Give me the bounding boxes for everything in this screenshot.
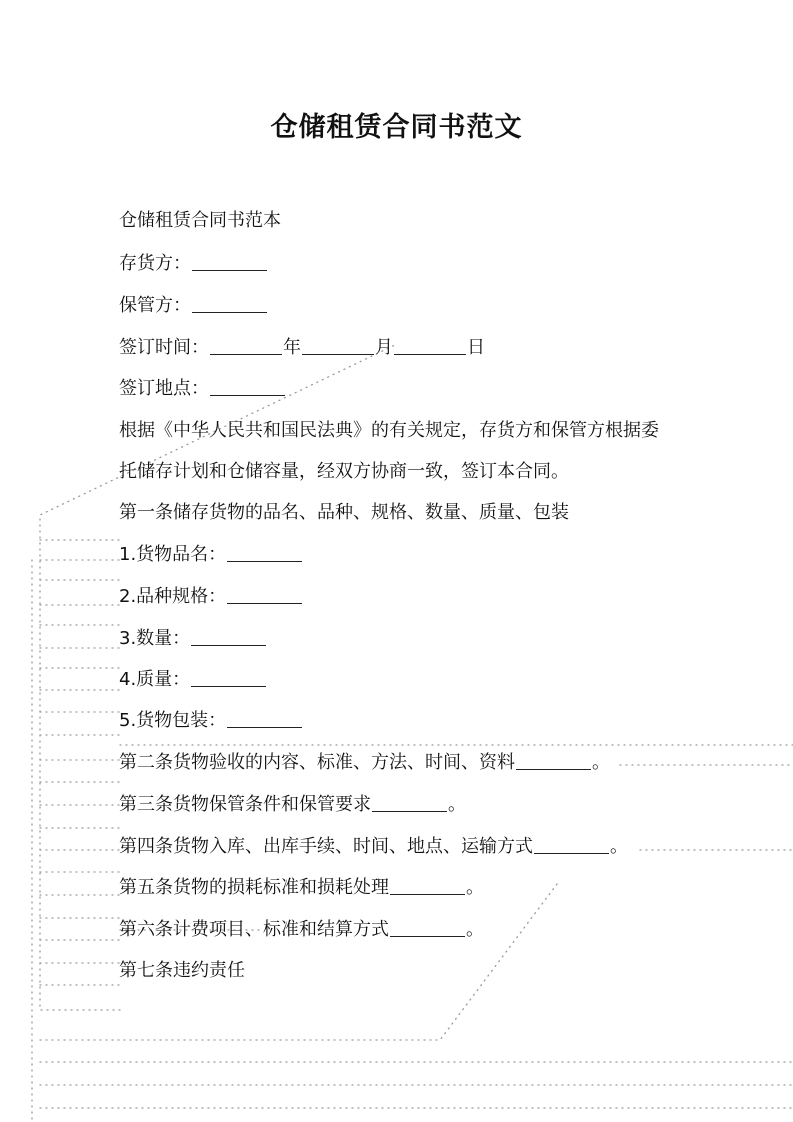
article-4-blank	[534, 835, 609, 854]
depositor-line	[119, 251, 268, 277]
intro-line-1: 根据《中华人民共和国民法典》的有关规定，存货方和保管方根据委	[119, 420, 659, 441]
item-1-label: 1.货物品名：	[119, 544, 227, 565]
article-3-blank	[372, 793, 447, 812]
item-5-label: 5.货物包装：	[119, 710, 227, 731]
sign-place-blank	[210, 377, 285, 396]
month-label: 月	[375, 337, 393, 358]
item-1-line	[119, 542, 303, 568]
article-3: 第三条货物保管条件和保管要求	[119, 794, 371, 815]
intro-line-2: 托储存计划和仓储容量，经双方协商一致，签订本合同。	[119, 461, 569, 482]
day-label: 日	[467, 337, 485, 358]
item-5-line	[119, 708, 303, 734]
article-3-line	[119, 792, 466, 818]
article-4: 第四条货物入库、出库手续、时间、地点、运输方式	[119, 836, 533, 857]
sign-date-line	[119, 335, 485, 361]
item-5-blank	[227, 709, 302, 728]
article-6-line	[119, 917, 484, 943]
article-2-period: 。	[592, 752, 610, 773]
year-blank	[210, 336, 282, 355]
item-2-blank	[227, 585, 302, 604]
article-5-line	[119, 875, 484, 901]
article-4-line	[119, 834, 628, 860]
article-3-period: 。	[448, 794, 466, 815]
item-4-label: 4.质量：	[119, 669, 191, 690]
subtitle: 仓储租赁合同书范本	[119, 210, 281, 231]
item-1-blank	[227, 543, 302, 562]
sign-place-label: 签订地点：	[119, 378, 209, 399]
article-2: 第二条货物验收的内容、标准、方法、时间、资料	[119, 752, 515, 773]
custodian-line	[119, 293, 268, 319]
article-2-line	[119, 750, 610, 776]
article-7: 第七条违约责任	[119, 960, 245, 981]
article-6-blank	[390, 918, 465, 937]
sign-date-label: 签订时间：	[119, 337, 209, 358]
item-3-blank	[191, 627, 266, 646]
article-6-period: 。	[466, 919, 484, 940]
item-3-label: 3.数量：	[119, 628, 191, 649]
year-label: 年	[283, 337, 301, 358]
article-5-period: 。	[466, 877, 484, 898]
article-4-period: 。	[610, 836, 628, 857]
depositor-blank	[192, 252, 267, 271]
item-2-label: 2.品种规格：	[119, 586, 227, 607]
article-6: 第六条计费项目、标准和结算方式	[119, 919, 389, 940]
item-4-blank	[191, 668, 266, 687]
article-5-blank	[390, 876, 465, 895]
item-4-line	[119, 667, 267, 693]
article-5: 第五条货物的损耗标准和损耗处理	[119, 877, 389, 898]
custodian-label: 保管方：	[119, 295, 191, 316]
sign-place-line	[119, 376, 286, 402]
day-blank	[394, 336, 466, 355]
item-2-line	[119, 584, 303, 610]
depositor-label: 存货方：	[119, 253, 191, 274]
article-1: 第一条储存货物的品名、品种、规格、数量、质量、包装	[119, 502, 569, 523]
item-3-line	[119, 626, 267, 652]
custodian-blank	[192, 294, 267, 313]
page-title: 仓储租赁合同书范文	[270, 112, 523, 143]
article-2-blank	[516, 751, 591, 770]
month-blank	[302, 336, 374, 355]
